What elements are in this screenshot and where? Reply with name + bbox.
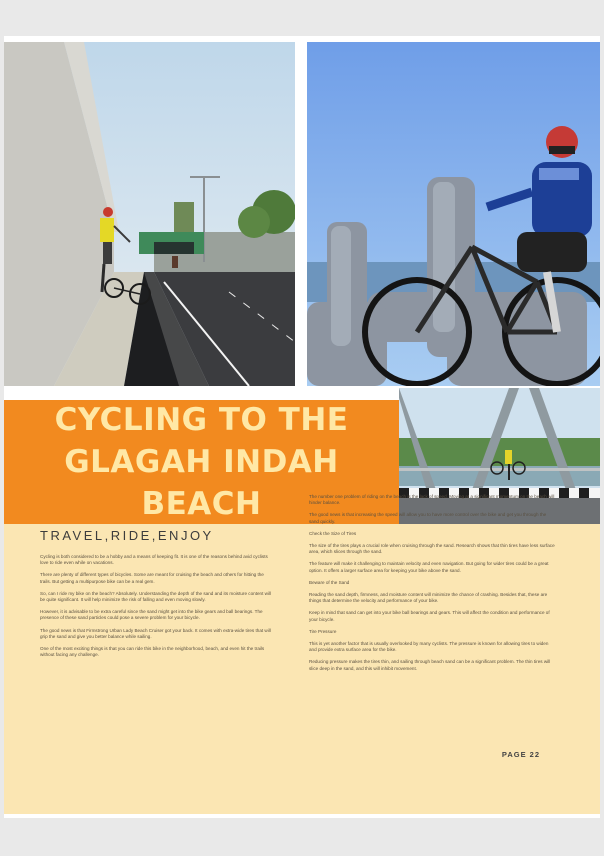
paragraph: So, can I ride my bike on the beach? Absolutely. Understanding the depth of the sand and its moisture content will be quite significant. It will help minimize the risk of falling and even moving slowly. (40, 590, 272, 603)
subheading: Beware of the Sand (309, 579, 350, 585)
page-number: PAGE 22 (501, 750, 540, 759)
paragraph: The feature will make it challenging to maintain velocity and even navigation. But going for wider tires could be a great option. It offers a larger surface area for keeping your bike above the sand. (309, 561, 549, 573)
paragraph: The number one problem of riding on the beach is the lack of speed. Moving at a significant momentum on the beach will hinder balance. (309, 494, 555, 506)
title-line-2: GLAGAH INDAH BEACH (64, 444, 339, 522)
paragraph: Reading the sand depth, firmness, and moisture content will minimize the chance of crashing. Besides that, these are things that determine the velocity and performance of your bike. (309, 592, 548, 604)
magazine-page (4, 36, 600, 818)
paragraph: Cycling is both considered to be a hobby and a means of keeping fit. It is one of the reasons behind avid cyclists love to ride even while on vacations. (40, 554, 268, 566)
paragraph: Keep in mind that sand can get into your bike ball bearings and gears. This will affect the condition and performance of your bicycle. (309, 610, 550, 622)
photo-cyclist-on-road (4, 42, 295, 386)
paragraph: The good news is that increasing the speed will allow you to have more control over the bike and get you through the sand quickly. (309, 512, 547, 524)
right-column (309, 494, 557, 678)
left-column (40, 554, 272, 664)
paragraph: There are plenty of different types of bicycles. Some are meant for cruising the beach and others for hitting the trails. But getting a multipurpose bike can be a real gem. (40, 572, 264, 584)
subheading: Check the Size of Tires (309, 530, 357, 536)
title-line-1: CYCLING TO THE (54, 402, 349, 438)
photo-mountain-bike-breakwater (307, 42, 600, 386)
tagline: TRAVEL,RIDE,ENJOY (40, 528, 214, 543)
paragraph: The size of the tires plays a crucial role when cruising through the sand. Research shows that thin tires have less surface area, which slices through the sand. (309, 543, 555, 555)
paragraph: The good news is that Firmstrong Urban Lady Beach Cruiser got your back. It comes with extra-wide tires that will grip the sand and give you better balance while sailing. (40, 627, 271, 639)
paragraph: Reducing pressure makes the tires thin, and sailing through beach sand can be a significant problem. The thin tires will slice deep in the sand, and this will inhibit movement. (309, 659, 551, 671)
subheading: Tire Pressure (309, 628, 337, 634)
paragraph: This is yet another factor that is usually overlooked by many cyclists. The pressure is known for allowing tires to widen and provide extra surface area for the bike. (309, 641, 549, 653)
paragraph: However, it is advisable to be extra careful since the sand might get into the bike gears and ball bearings. The presence of these sand particles could pose a severe problem for your bicycle. (40, 609, 263, 621)
paragraph: One of the most exciting things is that you can ride this bike in the neighborhood, beach, and even hit the trails without facing any challenge. (40, 646, 265, 658)
